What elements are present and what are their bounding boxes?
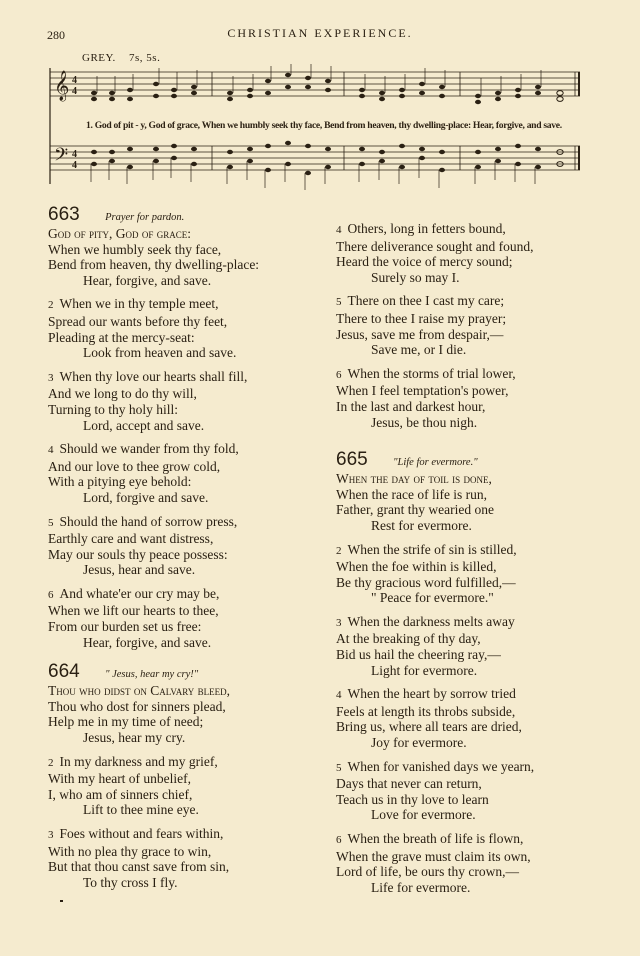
verse-number: 4	[336, 224, 342, 236]
verse-line: Should we wander from thy fold,	[59, 441, 239, 457]
verse-line: Lord, forgive and save.	[83, 489, 209, 505]
verse-number: 3	[48, 371, 54, 384]
stanza	[336, 686, 606, 750]
verse-line: Jesus, be thou nigh.	[371, 414, 478, 430]
left-column	[48, 204, 318, 898]
verse-line: When the grave must claim its own,	[336, 848, 531, 864]
verse-line: When the foe within is killed,	[336, 559, 497, 575]
verse-line: When the strife of sin is stilled,	[347, 541, 517, 557]
music-lyric-line: 1. God of pit - y, God of grace, When we humbly seek thy face, Bend from heaven, thy dwelling-place: Hear, forgive, and save.	[86, 120, 562, 131]
verse-line: Father, grant thy wearied one	[336, 502, 495, 518]
bass-clef-icon: 𝄢	[54, 144, 69, 169]
verse-number: 6	[48, 588, 54, 601]
verse-line: When I feel temptation's power,	[336, 383, 509, 399]
verse-number: 4	[336, 689, 342, 702]
stanza	[336, 293, 606, 357]
verse-line: And whate'er our cry may be,	[59, 585, 220, 601]
hymn-663	[48, 204, 318, 650]
verse-line: Lord of life, be ours thy crown,—	[336, 864, 519, 880]
verse-line: Pleading at the mercy-seat:	[48, 329, 195, 345]
verse-line: Look from heaven and save.	[83, 345, 237, 361]
verse-line: Love for evermore.	[371, 807, 476, 823]
verse-number: 3	[48, 829, 54, 841]
page-number: 280	[47, 28, 65, 42]
stanza	[48, 369, 318, 433]
stanza	[336, 542, 606, 606]
verse-number: 6	[336, 368, 342, 381]
hymn-number: 663	[48, 204, 80, 225]
svg-text:4: 4	[72, 149, 77, 160]
verse-line: When we lift our hearts to thee,	[48, 603, 219, 619]
verse-number: 2	[48, 756, 54, 769]
verse-line: With a pitying eye behold:	[48, 474, 192, 490]
verse-number: 5	[336, 761, 342, 774]
svg-text:4: 4	[72, 160, 77, 171]
verse-line: With no plea thy grace to win,	[48, 843, 212, 859]
verse-line: And our love to thee grow cold,	[48, 458, 221, 474]
verse-line: When the storms of trial lower,	[347, 365, 516, 381]
verse-line: When the race of life is run,	[336, 486, 488, 502]
verse-line: Days that never can return,	[336, 776, 482, 792]
verse-line: Save me, or I die.	[371, 342, 467, 358]
stanza	[48, 754, 318, 818]
verse-line: Jesus, hear and save.	[83, 562, 196, 578]
stanza	[48, 586, 318, 650]
hymn-title: "Life for evermore."	[393, 457, 478, 469]
verse-number: 4	[48, 444, 54, 457]
svg-text:4: 4	[72, 75, 77, 86]
stanza	[48, 441, 318, 505]
verse-line: Light for evermore.	[371, 662, 478, 678]
stanza	[336, 366, 606, 430]
verse-line: When the heart by sorrow tried	[347, 686, 516, 702]
verse-line: Heard the voice of mercy sound;	[336, 254, 513, 270]
tune-meter: 7s, 5s.	[129, 52, 161, 64]
verse-line: Lift to thee mine eye.	[83, 802, 199, 818]
verse-line: Jesus, save me from despair,—	[336, 326, 504, 342]
verse-line: Rest for evermore.	[371, 517, 472, 533]
right-column	[336, 221, 606, 903]
running-title: CHRISTIAN EXPERIENCE.	[227, 26, 413, 40]
verse-line: Bid us hail the cheering ray,—	[336, 647, 501, 663]
hymn-number: 665	[336, 449, 368, 471]
verse-line: There on thee I cast my care;	[347, 293, 505, 309]
verse-line: Spread our wants before thy feet,	[48, 313, 228, 329]
stanza	[48, 514, 318, 578]
verse-line: In the last and darkest hour,	[336, 398, 486, 414]
svg-text:4: 4	[72, 86, 77, 97]
print-speck	[60, 900, 63, 902]
verse-line: But that thou canst save from sin,	[48, 859, 230, 875]
verse-line: Hear, forgive, and save.	[83, 272, 212, 288]
verse-number: 2	[336, 544, 342, 557]
stanza	[336, 831, 606, 895]
verse-line: At the breaking of thy day,	[336, 631, 481, 647]
hymn-664	[48, 661, 318, 890]
verse-line: Turning to thy holy hill:	[48, 401, 179, 417]
verse-line: Earthly care and want distress,	[48, 531, 214, 547]
verse-line: May our souls thy peace possess:	[48, 546, 228, 562]
verse-number: 6	[336, 834, 342, 846]
stanza	[48, 226, 318, 288]
stanza	[336, 471, 606, 533]
stanza	[48, 683, 318, 745]
verse-line: When we in thy temple meet,	[59, 296, 219, 312]
verse-line: Feels at length its throbs subside,	[336, 703, 516, 719]
verse-line: Hear, forgive, and save.	[83, 634, 212, 650]
hymn-665	[336, 449, 606, 895]
verse-line: Thou who dost for sinners plead,	[48, 698, 226, 714]
stanza	[48, 296, 318, 360]
verse-line: Help me in my time of need;	[48, 714, 204, 730]
verse-line: When the breath of life is flown,	[347, 831, 524, 846]
stanza	[336, 221, 606, 285]
verse-line: To thy cross I fly.	[83, 874, 178, 890]
verse-number: 2	[48, 299, 54, 312]
verse-line: Others, long in fetters bound,	[347, 221, 506, 236]
treble-clef-icon: 𝄞	[54, 71, 70, 100]
verse-line: Lord, accept and save.	[83, 417, 205, 433]
verse-line: Foes without and fears within,	[59, 826, 224, 841]
verse-line: Life for evermore.	[371, 879, 471, 895]
verse-line: " Peace for evermore."	[371, 590, 494, 606]
treble-notes	[91, 73, 563, 104]
verse-line: In my darkness and my grief,	[59, 753, 218, 769]
verse-line: There deliverance sought and found,	[336, 238, 534, 254]
verse-line: Teach us in thy love to learn	[336, 791, 489, 807]
verse-number: 5	[336, 296, 342, 309]
verse-line: Bring us, where all tears are dried,	[336, 719, 522, 735]
stanza	[336, 759, 606, 823]
verse-line: God of pity, God of grace:	[48, 226, 192, 241]
verse-line: When thy love our hearts shall fill,	[59, 368, 248, 384]
verse-line: Be thy gracious word fulfilled,—	[336, 574, 516, 590]
verse-line: From our burden set us free:	[48, 619, 202, 635]
verse-line: Bend from heaven, thy dwelling-place:	[48, 257, 260, 273]
verse-line: And we long to do thy will,	[48, 386, 197, 402]
verse-line: I, who am of sinners chief,	[48, 786, 193, 802]
verse-number: 3	[336, 616, 342, 629]
tune-name: GREY.	[82, 52, 116, 64]
verse-line: With my heart of unbelief,	[48, 771, 192, 787]
verse-line: When we humbly seek thy face,	[48, 241, 222, 257]
hymn-title: " Jesus, hear my cry!"	[105, 669, 199, 681]
verse-number: 5	[48, 516, 54, 529]
verse-line: There to thee I raise my prayer;	[336, 310, 507, 326]
verse-line: Surely so may I.	[371, 269, 460, 285]
hymn-number: 664	[48, 661, 80, 683]
hymn-title: Prayer for pardon.	[105, 212, 185, 223]
verse-line: Should the hand of sorrow press,	[59, 513, 238, 529]
stanza	[48, 826, 318, 890]
verse-line: Jesus, hear my cry.	[83, 730, 186, 746]
verse-line: When for vanished days we yearn,	[347, 758, 535, 774]
verse-line: Joy for evermore.	[371, 735, 467, 751]
verse-line: Thou who didst on Calvary bleed,	[48, 683, 231, 699]
stanza	[336, 614, 606, 678]
verse-line: When the day of toil is done,	[336, 471, 492, 487]
verse-line: When the darkness melts away	[347, 613, 515, 629]
